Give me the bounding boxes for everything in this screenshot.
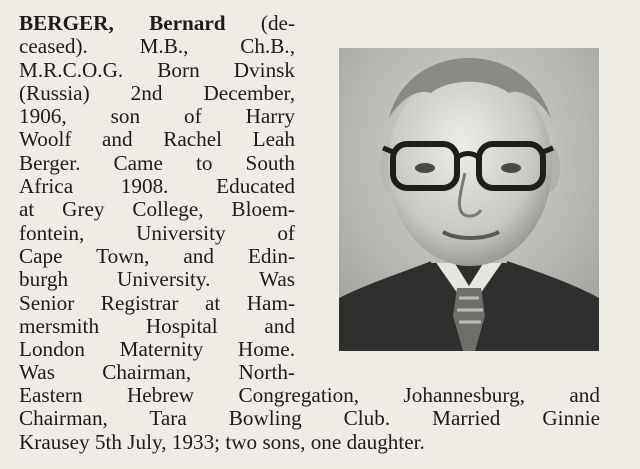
entry-line: London Maternity Home. — [19, 337, 295, 362]
entry-line-1 — [19, 12, 295, 35]
entry-line: at Grey College, Bloem- — [19, 197, 295, 222]
entry-line: Africa 1908. Educated — [19, 174, 295, 199]
entry-line: ceased). M.B., Ch.B., — [19, 34, 295, 59]
portrait-image — [339, 48, 599, 351]
surname: BERGER, — [19, 11, 114, 35]
entry-line: burgh University. Was — [19, 267, 295, 292]
entry-line: Chairman, Tara Bowling Club. Married Ginnie — [19, 406, 600, 431]
given-name: Bernard — [149, 11, 226, 35]
entry-line: M.R.C.O.G. Born Dvinsk — [19, 57, 295, 82]
entry-line: Woolf and Rachel Leah — [19, 127, 295, 152]
biography-entry-continued — [19, 384, 600, 454]
entry-line: fontein, University of — [19, 220, 295, 245]
entry-line: Was Chairman, North- — [19, 360, 295, 385]
portrait-photo — [339, 48, 599, 351]
entry-line: Krausey 5th July, 1933; two sons, one daughter. — [19, 429, 425, 454]
entry-line: (Russia) 2nd December, — [19, 80, 295, 105]
entry-text: (de- — [260, 11, 295, 35]
entry-line: Senior Registrar at Ham- — [19, 290, 295, 315]
entry-line: Eastern Hebrew Congregation, Johannesburg, and — [19, 383, 600, 407]
entry-line: 1906, son of Harry — [19, 104, 295, 129]
entry-line: Berger. Came to South — [19, 150, 295, 175]
entry-line: mersmith Hospital and — [19, 313, 295, 338]
entry-line: Cape Town, and Edin- — [19, 243, 295, 268]
biography-entry — [19, 12, 295, 385]
